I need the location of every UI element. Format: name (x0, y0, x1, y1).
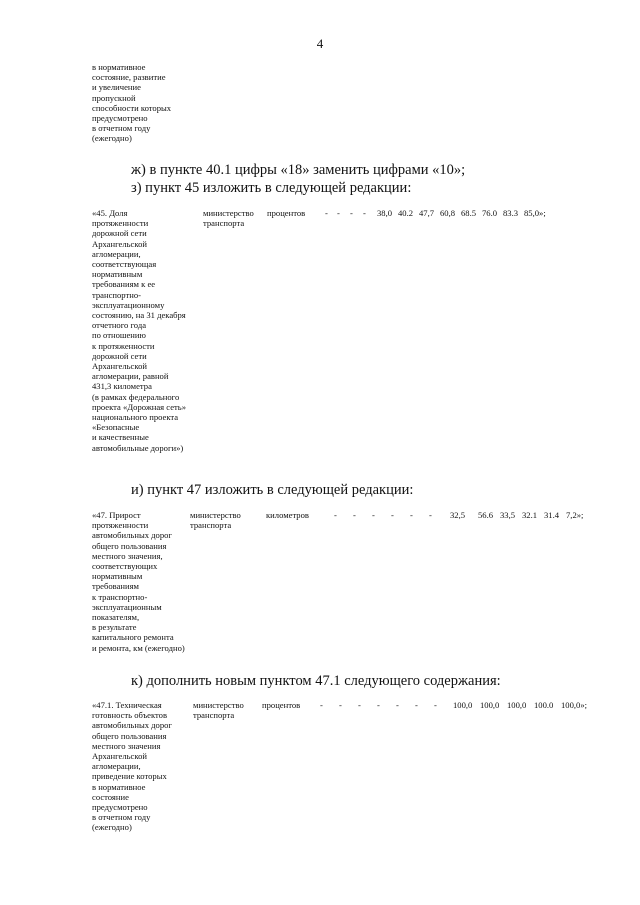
item-45-value: 47,7 (419, 208, 435, 218)
item-47-value: 32.1 (522, 510, 538, 520)
top-fragment-text: в нормативное состояние, развитие и увеличение пропускной способности которых предусмотрено в отчетном году (ежегодно) (92, 62, 172, 144)
item-47-unit: километров (266, 510, 309, 520)
item-47-dash: - (391, 510, 394, 520)
heading-item-i: и) пункт 47 изложить в следующей редакции: (131, 482, 414, 498)
item-47-1-dash: - (415, 700, 418, 710)
item-47-1-dash: - (358, 700, 361, 710)
item-47-1-dash: - (434, 700, 437, 710)
item-47-dash: - (334, 510, 337, 520)
page-number: 4 (316, 36, 324, 51)
item-47-value: 33,5 (500, 510, 516, 520)
item-45-value: 83.3 (503, 208, 519, 218)
item-47-dash: - (429, 510, 432, 520)
item-47-1-dash: - (396, 700, 399, 710)
heading-item-zh: ж) в пункте 40.1 цифры «18» заменить цифрами «10»; (131, 162, 466, 178)
item-45-value: 38,0 (377, 208, 393, 218)
heading-item-k: к) дополнить новым пунктом 47.1 следующего содержания: (131, 673, 501, 689)
item-47-1-dash: - (320, 700, 323, 710)
item-45-value: 76.0 (482, 208, 498, 218)
item-45-value: 85,0»; (524, 208, 546, 218)
item-47-1-values-row (262, 700, 587, 710)
item-47-1-value: 100,0»; (561, 700, 588, 710)
item-47-dash: - (372, 510, 375, 520)
item-47-value: 56.6 (478, 510, 494, 520)
item-47-value: 32,5 (450, 510, 466, 520)
item-45-value: 40.2 (398, 208, 414, 218)
item-47-dash: - (410, 510, 413, 520)
item-45-dash: - (350, 208, 353, 218)
item-45-dash: - (337, 208, 340, 218)
item-45-dash: - (325, 208, 328, 218)
item-45-value: 68.5 (461, 208, 477, 218)
item-45-values-row (267, 208, 546, 218)
item-47-value: 31.4 (544, 510, 560, 520)
item-45-unit: процентов (267, 208, 306, 218)
item-47-ministry: министерство транспорта (190, 510, 241, 531)
item-47-1-indicator: «47.1. Техническая готовность объектов автомобильных дорог общего пользования местного значения Архангельской агломерации, приведение которых в нормативное состояние предусмотрено в отчетном году (ежегодно) (92, 700, 172, 833)
item-47-1-value: 100.0 (534, 700, 554, 710)
item-47-1-dash: - (339, 700, 342, 710)
item-45-dash: - (363, 208, 366, 218)
item-47-1-value: 100,0 (507, 700, 527, 710)
heading-item-z: з) пункт 45 изложить в следующей редакции: (131, 180, 412, 196)
item-47-1-dash: - (377, 700, 380, 710)
item-45-indicator: «45. Доля протяженности дорожной сети Архангельской агломерации, соответствующая нормативным требованиям к ее транспортно- эксплуатационному состоянию, на 31 декабря отчетного года по отношению к протяженности дорожной сети Архангельской агломерации, равной 431,3 километра (в рамках федерального проекта «Дорожная сеть» национального проекта «Безопасные и качественные автомобильные дороги») (92, 208, 186, 453)
item-47-1-value: 100,0 (453, 700, 473, 710)
item-47-1-unit: процентов (262, 700, 301, 710)
item-45-ministry: министерство транспорта (203, 208, 254, 229)
item-47-dash: - (353, 510, 356, 520)
item-47-values-row (266, 510, 583, 520)
item-47-indicator: «47. Прирост протяженности автомобильных дорог общего пользования местного значения, соответствующих нормативным требованиям к транспортно- эксплуатационным показателям, в результате капитального ремонта и ремонта, км (ежегодно) (92, 510, 185, 653)
item-47-1-value: 100,0 (480, 700, 500, 710)
item-47-value: 7,2»; (566, 510, 584, 520)
item-47-1-ministry: министерство транспорта (193, 700, 244, 721)
item-45-value: 60,8 (440, 208, 456, 218)
